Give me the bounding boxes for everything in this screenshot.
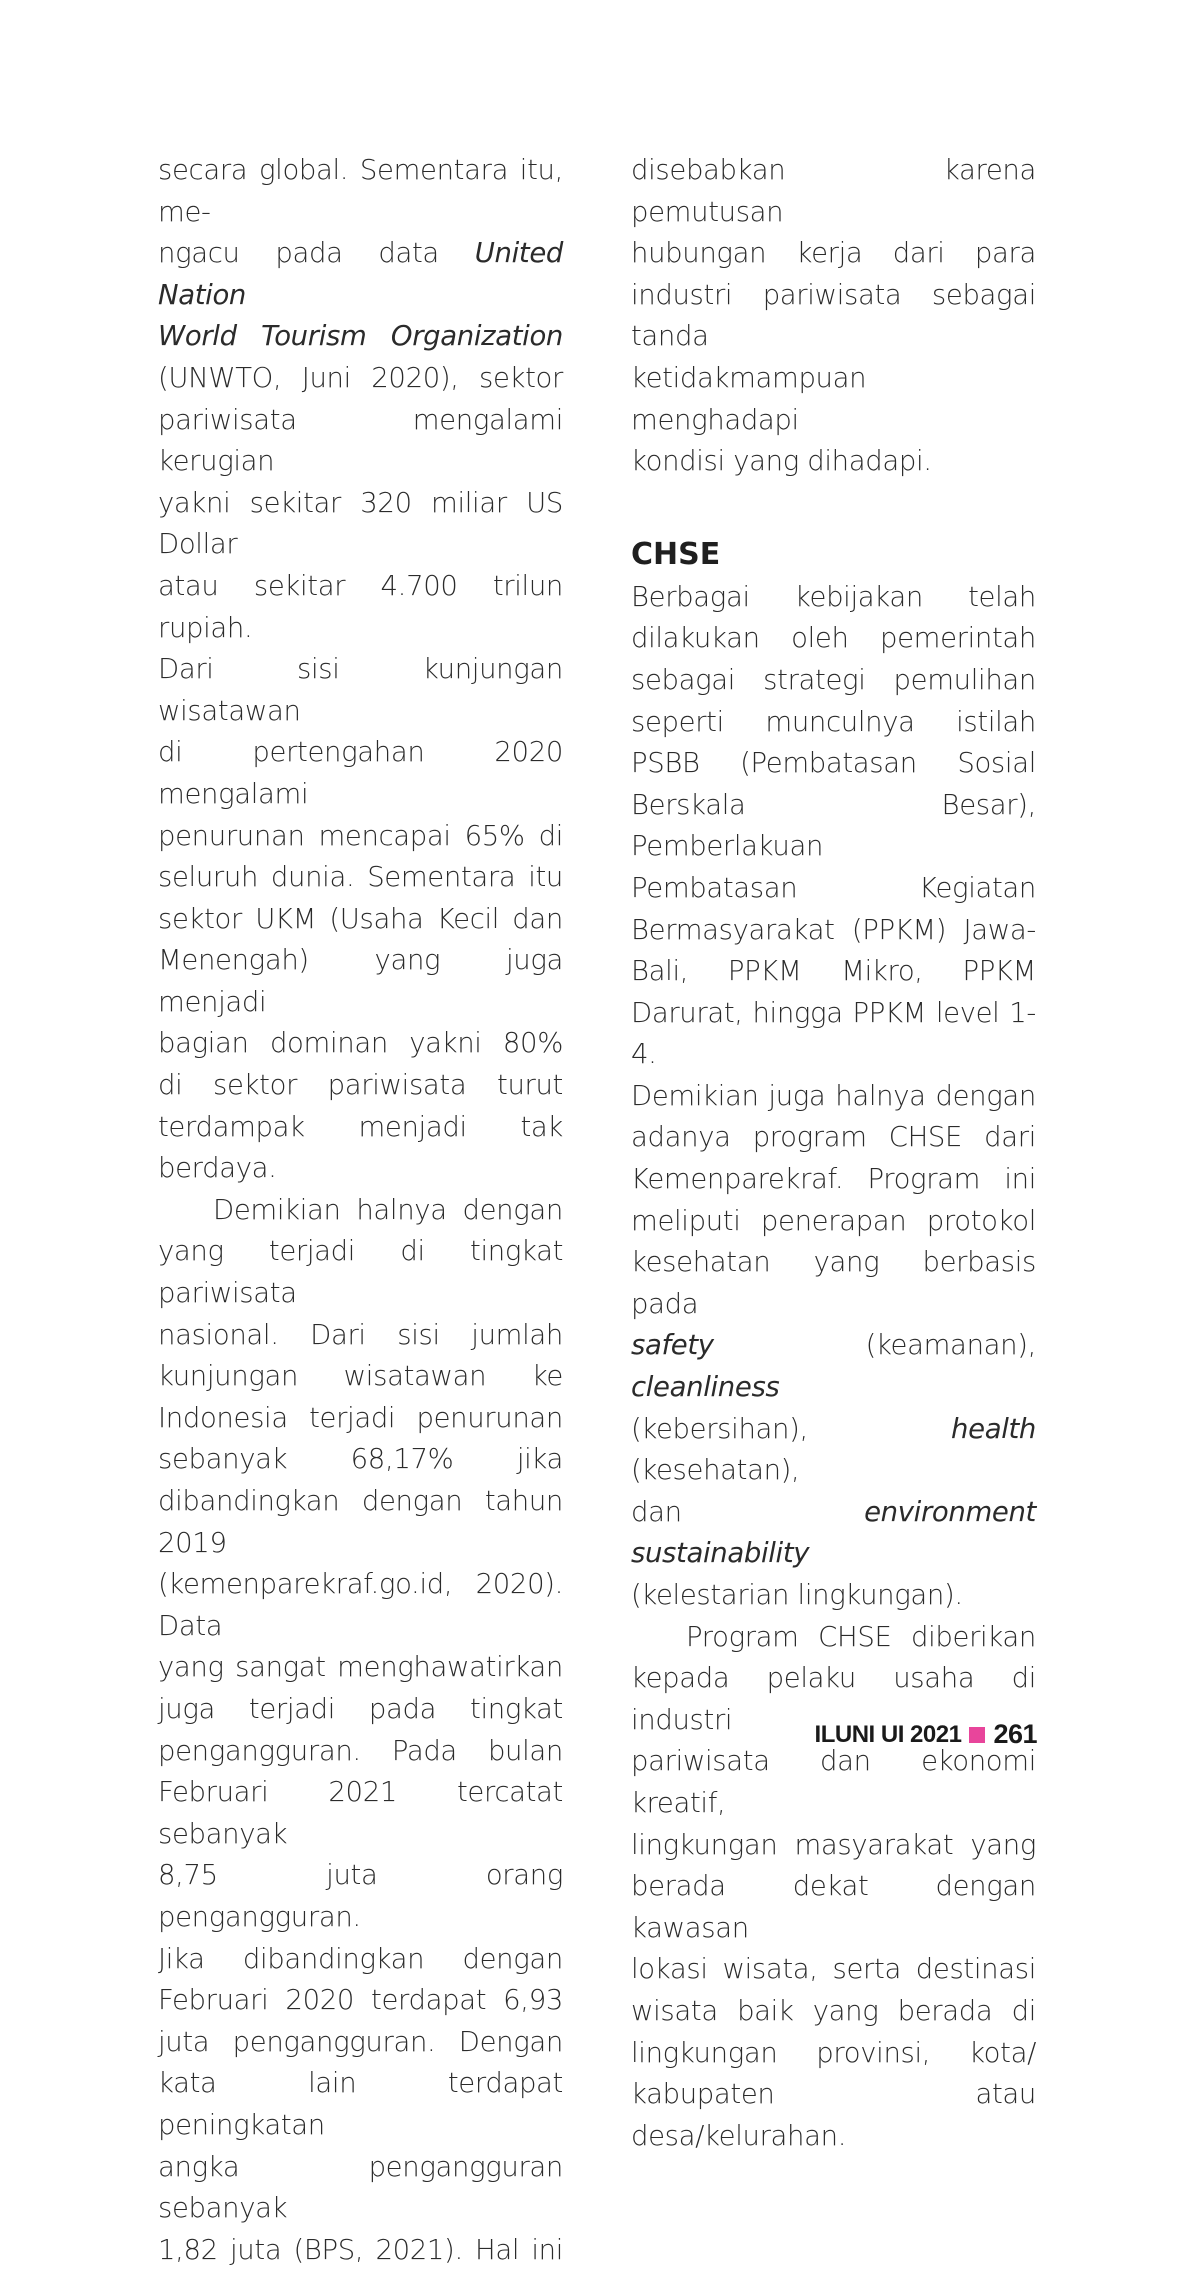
text-line: PSBB (Pembatasan Sosial bbox=[631, 747, 1036, 780]
accent-square-icon bbox=[969, 1727, 985, 1743]
text-line: nasional. Dari sisi jumlah bbox=[158, 1318, 563, 1351]
text-line: pariwisata dan ekonomi kreatif, bbox=[631, 1745, 1036, 1819]
text-line: angka pengangguran sebanyak bbox=[158, 2150, 563, 2225]
text-line: adanya program CHSE dari bbox=[631, 1121, 1036, 1154]
text-line: atau sekitar 4.700 trilun rupiah. bbox=[158, 569, 563, 644]
text-line: ketidakmampuan menghadapi bbox=[631, 361, 867, 436]
text-line: 8,75 juta orang pengangguran. bbox=[158, 1859, 563, 1933]
right-paragraph-1 bbox=[631, 150, 1036, 483]
text-line: Menengah) yang juga menjadi bbox=[158, 944, 563, 1018]
page-number: 261 bbox=[993, 1719, 1037, 1749]
text-line: kunjungan wisatawan ke bbox=[158, 1360, 563, 1393]
text-line: seperti munculnya istilah bbox=[631, 705, 1036, 738]
publication-name: ILUNI UI 2021 bbox=[814, 1720, 962, 1748]
text-line: Indonesia terjadi penurunan bbox=[158, 1401, 563, 1434]
text-line: bagian dominan yakni 80% bbox=[158, 1027, 563, 1060]
text-line: industri pariwisata sebagai tanda bbox=[631, 278, 1036, 353]
text-line: pengangguran. Pada bulan bbox=[158, 1734, 563, 1767]
text-line: Bali, PPKM Mikro, PPKM bbox=[631, 955, 1036, 988]
text-line: lingkungan provinsi, kota/ bbox=[631, 2036, 1036, 2069]
text-line: meliputi penerapan protokol bbox=[631, 1204, 1036, 1237]
text-line: kepada pelaku usaha di industri bbox=[631, 1662, 1036, 1736]
text-line: Pembatasan Kegiatan bbox=[631, 871, 1036, 904]
left-paragraph-2 bbox=[158, 1190, 563, 2271]
text-line: Demikian juga halnya dengan bbox=[631, 1079, 1036, 1112]
section-heading-chse: CHSE bbox=[631, 536, 721, 572]
text-line: yakni sekitar 320 miliar US Dollar bbox=[158, 486, 563, 561]
text-line: Demikian halnya dengan bbox=[213, 1193, 563, 1226]
page-footer bbox=[815, 1719, 1037, 1750]
text-line: Berbagai kebijakan telah bbox=[631, 580, 1036, 613]
text-line: sebagai strategi pemulihan bbox=[631, 663, 1036, 696]
text-line: (kelestarian lingkungan). bbox=[631, 1579, 963, 1611]
text-line: Dari sisi kunjungan wisatawan bbox=[158, 653, 563, 727]
text-line: dibandingkan dengan tahun 2019 bbox=[158, 1485, 563, 1559]
text-line: secara global. Sementara itu, me- bbox=[158, 154, 563, 228]
text-line: hubungan kerja dari para bbox=[631, 237, 1036, 270]
text-line: Bermasyarakat (PPKM) Jawa- bbox=[631, 913, 1036, 946]
text-line: (kemenparekraf.go.id, 2020). Data bbox=[158, 1568, 563, 1642]
text-line: (UNWTO, Juni 2020), sektor bbox=[158, 361, 563, 394]
right-column bbox=[631, 150, 1036, 2157]
text-line: World Tourism Organization bbox=[158, 320, 563, 353]
text-line: penurunan mencapai 65% di bbox=[158, 819, 563, 852]
text-line: juta pengangguran. Dengan bbox=[158, 2025, 563, 2058]
text-line: dan environment sustainability bbox=[631, 1495, 1036, 1570]
text-line: Februari 2021 tercatat sebanyak bbox=[158, 1776, 563, 1850]
text-line: wisata baik yang berada di bbox=[631, 1994, 1036, 2027]
text-line: kata lain terdapat peningkatan bbox=[158, 2067, 563, 2141]
text-line: Februari 2020 terdapat 6,93 bbox=[158, 1984, 563, 2017]
text-line: lingkungan masyarakat yang bbox=[631, 1828, 1036, 1861]
text-line: disebabkan karena pemutusan bbox=[631, 154, 1036, 228]
left-paragraph-1 bbox=[158, 150, 563, 1190]
text-line: sektor UKM (Usaha Kecil dan bbox=[158, 902, 563, 935]
text-line: juga terjadi pada tingkat bbox=[158, 1692, 563, 1725]
text-line: yang sangat menghawatirkan bbox=[158, 1651, 563, 1684]
text-line: yang terjadi di tingkat pariwisata bbox=[158, 1235, 563, 1310]
text-line: di pertengahan 2020 mengalami bbox=[158, 736, 563, 810]
text-line: seluruh dunia. Sementara itu bbox=[158, 861, 563, 894]
text-line: (kebersihan), health (kesehatan), bbox=[631, 1412, 1036, 1487]
right-paragraph-2 bbox=[631, 577, 1036, 1617]
text-line: lokasi wisata, serta destinasi bbox=[631, 1953, 1036, 1986]
right-paragraph-3 bbox=[631, 1617, 1036, 2158]
text-line: dilakukan oleh pemerintah bbox=[631, 622, 1036, 655]
text-line: kondisi yang dihadapi. bbox=[631, 445, 932, 478]
text-line: ngacu pada data United Nation bbox=[158, 237, 563, 311]
text-line: kabupaten atau desa/kelurahan. bbox=[631, 2078, 1036, 2152]
text-line: berada dekat dengan kawasan bbox=[631, 1870, 1036, 1944]
text-line: Berskala Besar), Pemberlakuan bbox=[631, 788, 1036, 863]
text-line: 1,82 juta (BPS, 2021). Hal ini bbox=[158, 2233, 563, 2266]
text-line: terdampak menjadi tak berdaya. bbox=[158, 1110, 563, 1185]
text-line: di sektor pariwisata turut bbox=[158, 1069, 563, 1102]
text-line: kesehatan yang berbasis pada bbox=[631, 1246, 1036, 1320]
text-line: safety (keamanan), cleanliness bbox=[631, 1329, 1036, 1404]
text-line: Kemenparekraf. Program ini bbox=[631, 1163, 1036, 1196]
text-line: Darurat, hingga PPKM level 1-4. bbox=[631, 996, 1036, 1071]
text-line: sebanyak 68,17% jika bbox=[158, 1443, 563, 1476]
text-line: pariwisata mengalami kerugian bbox=[158, 403, 563, 478]
text-line: Jika dibandingkan dengan bbox=[158, 1942, 563, 1975]
left-column bbox=[158, 150, 563, 2271]
text-line: Program CHSE diberikan bbox=[686, 1620, 1036, 1653]
